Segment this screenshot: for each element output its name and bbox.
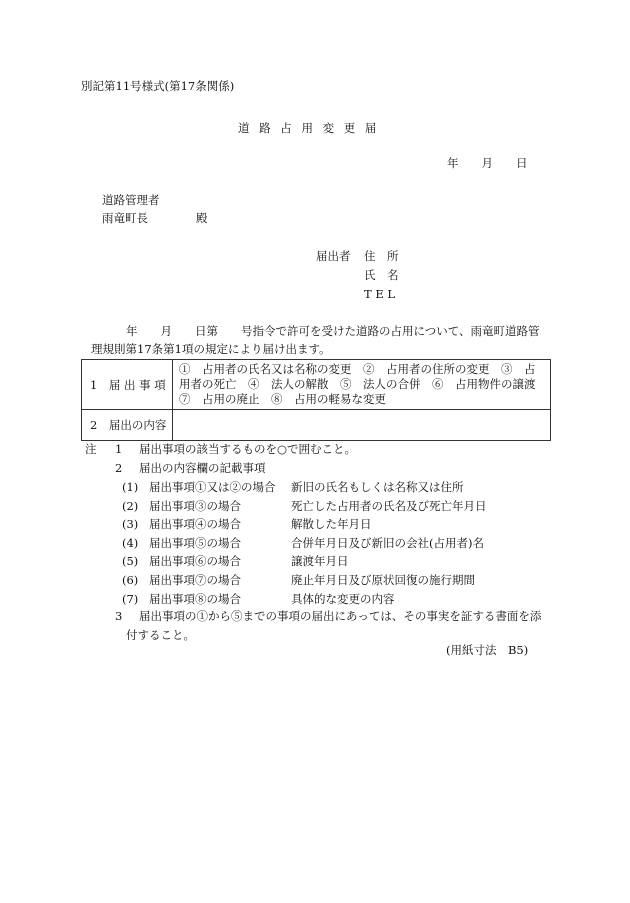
table-label-content: 2 届出の内容 (82, 410, 173, 441)
addressee-line1: 道路管理者 (102, 193, 160, 207)
note-item-case: 届出事項⑥の場合 (149, 554, 241, 569)
body-text-line1: 年 月 日第 号指令で許可を受けた道路の占用について、雨竜町道路管 (126, 324, 540, 338)
note-1-number: 1 (115, 442, 123, 456)
note-item-number: (5) (122, 554, 139, 569)
table-row (82, 360, 551, 410)
note-3-line1: 届出事項の①から⑤までの事項の届出にあっては、その事実を証する書面を添 (139, 609, 542, 623)
applicant-tel-label: T E L (364, 287, 396, 301)
note-item-number: (3) (122, 517, 139, 532)
note-2-number: 2 (115, 461, 123, 475)
table-value-items: ① 占用者の氏名又は名称の変更 ② 占用者の住所の変更 ③ 占用者の死亡 ④ 法人の解散 ⑤ 法人の合併 ⑥ 占用物件の譲渡 ⑦ 占用の廃止 ⑧ 占用の軽易な変更 (173, 360, 551, 410)
note-item-case: 届出事項⑤の場合 (149, 535, 241, 550)
note-2-text: 届出の内容欄の記載事項 (139, 461, 266, 475)
form-id: 別記第11号様式(第17条関係) (81, 79, 235, 93)
note-item-number: (6) (122, 573, 139, 587)
note-item-case: 届出事項⑦の場合 (149, 573, 241, 587)
note-item-content: 死亡した占用者の氏名及び死亡年月日 (291, 498, 487, 513)
note-3-line2: 付すること。 (126, 628, 195, 642)
note-item-content: 譲渡年月日 (291, 554, 349, 569)
table-label-items: 1 届 出 事 項 (82, 360, 173, 410)
note-1-text: 届出事項の該当するものを○で囲むこと。 (139, 442, 357, 456)
body-text-line2: 理規則第17条第1項の規定により届け出ます。 (91, 342, 331, 356)
note-item-number: (7) (122, 591, 139, 606)
notes-prefix: 注 (85, 442, 97, 456)
applicant-name-label: 氏 名 (364, 268, 399, 282)
note-item-case: 届出事項④の場合 (149, 517, 241, 532)
note-item-content: 解散した年月日 (291, 517, 372, 532)
paper-size: (用紙寸法 B5) (446, 643, 529, 657)
applicant-label: 届出者 (316, 249, 351, 263)
note-item-content: 廃止年月日及び原状回復の施行期間 (291, 573, 475, 587)
note-3-number: 3 (115, 609, 123, 623)
note-item-content: 合併年月日及び新旧の会社(占用者)名 (291, 535, 484, 550)
note-item-number: (1) (122, 480, 139, 494)
note-item-number: (4) (122, 535, 139, 550)
note-item-number: (2) (122, 498, 139, 513)
note-item-case: 届出事項③の場合 (149, 498, 241, 513)
note-item-case: 届出事項①又は②の場合 (149, 480, 276, 494)
table-value-content (173, 410, 551, 441)
date-line: 年 月 日 (447, 156, 528, 170)
notification-table (81, 359, 551, 441)
addressee-honorific: 殿 (196, 211, 208, 225)
applicant-address-label: 住 所 (364, 249, 399, 263)
table-row (82, 410, 551, 441)
note-item-content: 具体的な変更の内容 (291, 591, 395, 606)
page-title: 道 路 占 用 変 更 届 (238, 121, 380, 135)
note-item-case: 届出事項⑧の場合 (149, 591, 241, 606)
addressee-line2: 雨竜町長 (102, 211, 148, 225)
note-item-content: 新旧の氏名もしくは名称又は住所 (291, 480, 464, 494)
